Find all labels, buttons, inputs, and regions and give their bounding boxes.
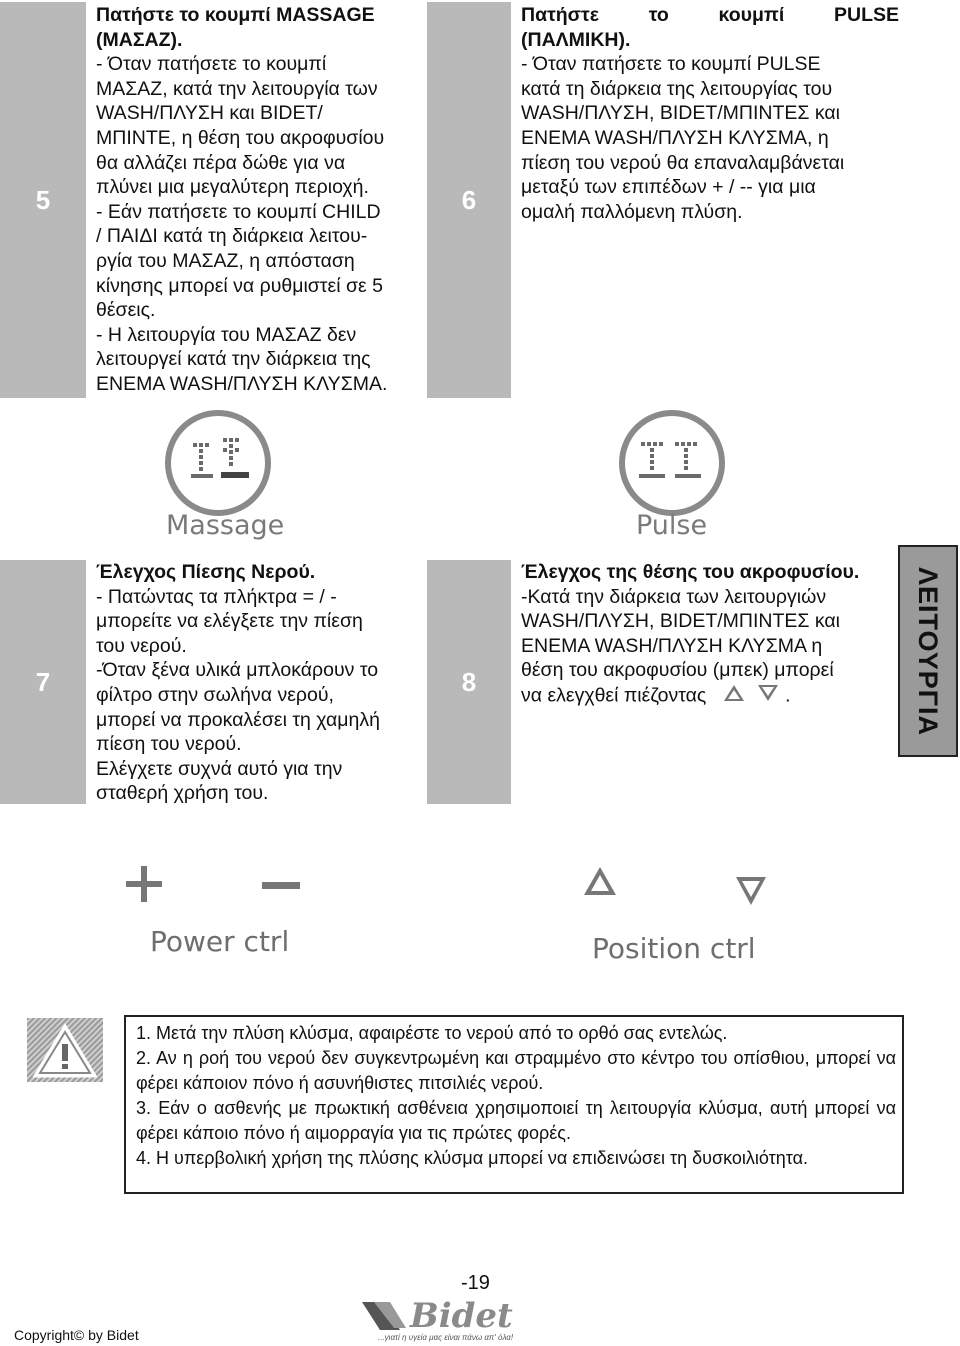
position-up-icon xyxy=(583,866,617,896)
section-7-line: του νερού. xyxy=(96,634,187,657)
section-5-heading-2: (ΜΑΣΑΖ). xyxy=(96,28,183,51)
section-6-number-box xyxy=(427,2,511,398)
section-8-number: 8 xyxy=(461,666,477,697)
section-6-line: ENEMA WASH/ΠΛΥΣΗ ΚΛΥΣΜΑ, η xyxy=(521,126,829,149)
logo-mark-icon xyxy=(360,1300,408,1332)
chapter-side-tab xyxy=(898,545,958,757)
section-5-line: ENEMA WASH/ΠΛΥΣΗ ΚΛΥΣΜΑ. xyxy=(96,372,388,395)
section-6-line: - Όταν πατήσετε το κουμπί PULSE xyxy=(521,53,821,76)
warning-item: 4. Η υπερβολική χρήση της πλύσης κλύσμα μπορεί να επιδεινώσει τη δυσκοιλιότητα. xyxy=(136,1148,809,1168)
warning-triangle-icon xyxy=(27,1018,103,1082)
section-5-line: ΜΠΙΝΤΕ, η θέση του ακροφυσίου xyxy=(96,126,385,149)
warning-item: 1. Μετά την πλύση κλύσμα, αφαιρέστε το νερού από το ορθό σας εντελώς. xyxy=(136,1023,728,1043)
warning-icon-box xyxy=(27,1018,103,1082)
section-8-last-line xyxy=(521,683,895,710)
massage-label: Massage xyxy=(166,510,285,541)
section-8-number-box xyxy=(427,560,511,804)
section-8-line: θέση του ακροφυσίου (μπεκ) μπορεί xyxy=(521,659,834,682)
warning-item: 3. Εάν ο ασθενής με πρωκτική ασθένεια χρησιμοποιεί τη λειτουργία κλύσμα, αυτή μπορεί να φέρει κάποιο πόνο ή αιμορραγία για τις πρώτες φορές. xyxy=(136,1098,896,1143)
section-5-line: θέσεις. xyxy=(96,299,156,322)
section-8-end: . xyxy=(785,684,791,707)
section-7-line: πίεση του νερού. xyxy=(96,733,242,756)
up-down-arrows-icon xyxy=(720,683,780,710)
chapter-tab-label: ΛΕΙΤΟΥΡΓΙΑ xyxy=(913,566,944,736)
section-6-line: κατά τη διάρκεια της λειτουργίας του xyxy=(521,77,833,100)
pulse-label: Pulse xyxy=(636,510,708,541)
section-8-line: WASH/ΠΛΥΣΗ, BIDET/ΜΠΙΝΤΕΣ και xyxy=(521,610,841,633)
warning-item: 2. Αν η ροή του νερού δεν συγκεντρωμένη και στραμμένο στο κέντρο του οπίσθιου, μπορεί να φέρει κάποιον πόνο ή ασυνήθιστες πιτσιλιές νερού. xyxy=(136,1048,896,1093)
section-5-line: πλύνει μια μεγαλύτερη περιοχή. xyxy=(96,176,369,199)
power-minus-icon xyxy=(262,877,300,885)
section-5-line: - Η λειτουργία του ΜΑΣΑΖ δεν xyxy=(96,323,357,346)
section-5-line: WASH/ΠΛΥΣΗ και BIDET/ xyxy=(96,102,323,125)
section-5-line: ΜΑΣΑΖ, κατά την λειτουργία των xyxy=(96,77,378,100)
section-5-line: / ΠΑΙΔΙ κατά τη διάρκεια λειτου- xyxy=(96,225,368,248)
section-7-heading: Έλεγχος Πίεσης Νερού. xyxy=(96,561,316,583)
section-5-line: κίνησης μπορεί να ρυθμιστεί σε 5 xyxy=(96,274,383,297)
section-8-line: -Κατά την διάρκεια των λειτουργιών xyxy=(521,585,827,608)
section-6-line: ομαλή παλλόμενη πλύση. xyxy=(521,200,743,223)
massage-button-icon xyxy=(163,408,273,518)
section-8-line: ENEMA WASH/ΠΛΥΣΗ ΚΛΥΣΜΑ η xyxy=(521,634,823,657)
section-7-line: μπορεί να προκαλέσει τη χαμηλή xyxy=(96,708,380,731)
warning-notes xyxy=(124,1015,904,1194)
pulse-button-icon xyxy=(617,408,727,518)
section-5-heading: Πατήστε το κουμπί MASSAGE xyxy=(96,4,375,26)
section-8-text xyxy=(521,560,895,710)
section-5-line: - Εάν πατήσετε το κουμπί CHILD xyxy=(96,200,381,223)
massage-icon xyxy=(163,408,273,518)
section-5-number: 5 xyxy=(35,184,51,215)
section-8-line: να ελεγχθεί πιέζοντας xyxy=(521,684,707,707)
section-6-heading: Πατήστε το κουμπί PULSE xyxy=(521,4,899,26)
section-6-text xyxy=(521,3,899,224)
logo-tagline: ...γιατί η υγεία μας είναι πάνω απ' όλα! xyxy=(378,1333,514,1342)
section-7-number-box xyxy=(0,560,86,804)
bidet-logo: Bidet xyxy=(410,1296,513,1336)
page-number: -19 xyxy=(461,1272,490,1294)
section-6-line: πίεση του νερού θα επαναλαμβάνεται xyxy=(521,151,845,174)
section-5-text xyxy=(96,3,426,397)
position-ctrl-label: Position ctrl xyxy=(592,932,756,965)
section-7-line: - Πατώντας τα πλήκτρα = / - xyxy=(96,585,337,608)
section-7-text xyxy=(96,560,418,806)
section-6-heading-2: (ΠΑΛΜΙΚΗ). xyxy=(521,28,631,51)
pulse-icon xyxy=(617,408,727,518)
section-7-line: μπορείτε να ελέγξετε την πίεση xyxy=(96,610,363,633)
section-6-line: WASH/ΠΛΥΣΗ, BIDET/ΜΠΙΝΤΕΣ και xyxy=(521,102,841,125)
section-6-line: μεταξύ των επιπέδων + / -- για μια xyxy=(521,176,816,199)
section-6-number: 6 xyxy=(461,184,477,215)
section-7-line: -Όταν ξένα υλικά μπλοκάρουν το xyxy=(96,659,379,682)
power-ctrl-label: Power ctrl xyxy=(150,925,290,958)
section-7-line: σταθερή χρήση του. xyxy=(96,782,269,805)
section-5-line: - Όταν πατήσετε το κουμπί xyxy=(96,53,327,76)
section-5-line: ργία του ΜΑΣΑΖ, η απόσταση xyxy=(96,249,355,272)
copyright-notice: Copyright© by Bidet xyxy=(14,1327,139,1343)
section-8-heading: Έλεγχος της θέσης του ακροφυσίου. xyxy=(521,561,860,583)
section-5-number-box xyxy=(0,2,86,398)
position-down-icon xyxy=(735,876,767,906)
power-plus-icon xyxy=(126,866,162,902)
section-5-line: θα αλλάζει πέρα δώθε για να xyxy=(96,151,346,174)
section-7-line: φίλτρο στην σωλήνα νερού, xyxy=(96,683,334,706)
section-7-number: 7 xyxy=(35,666,51,697)
section-5-line: λειτουργεί κατά την διάρκεια της xyxy=(96,348,371,371)
section-7-line: Ελέγχετε συχνά αυτό για την xyxy=(96,757,343,780)
